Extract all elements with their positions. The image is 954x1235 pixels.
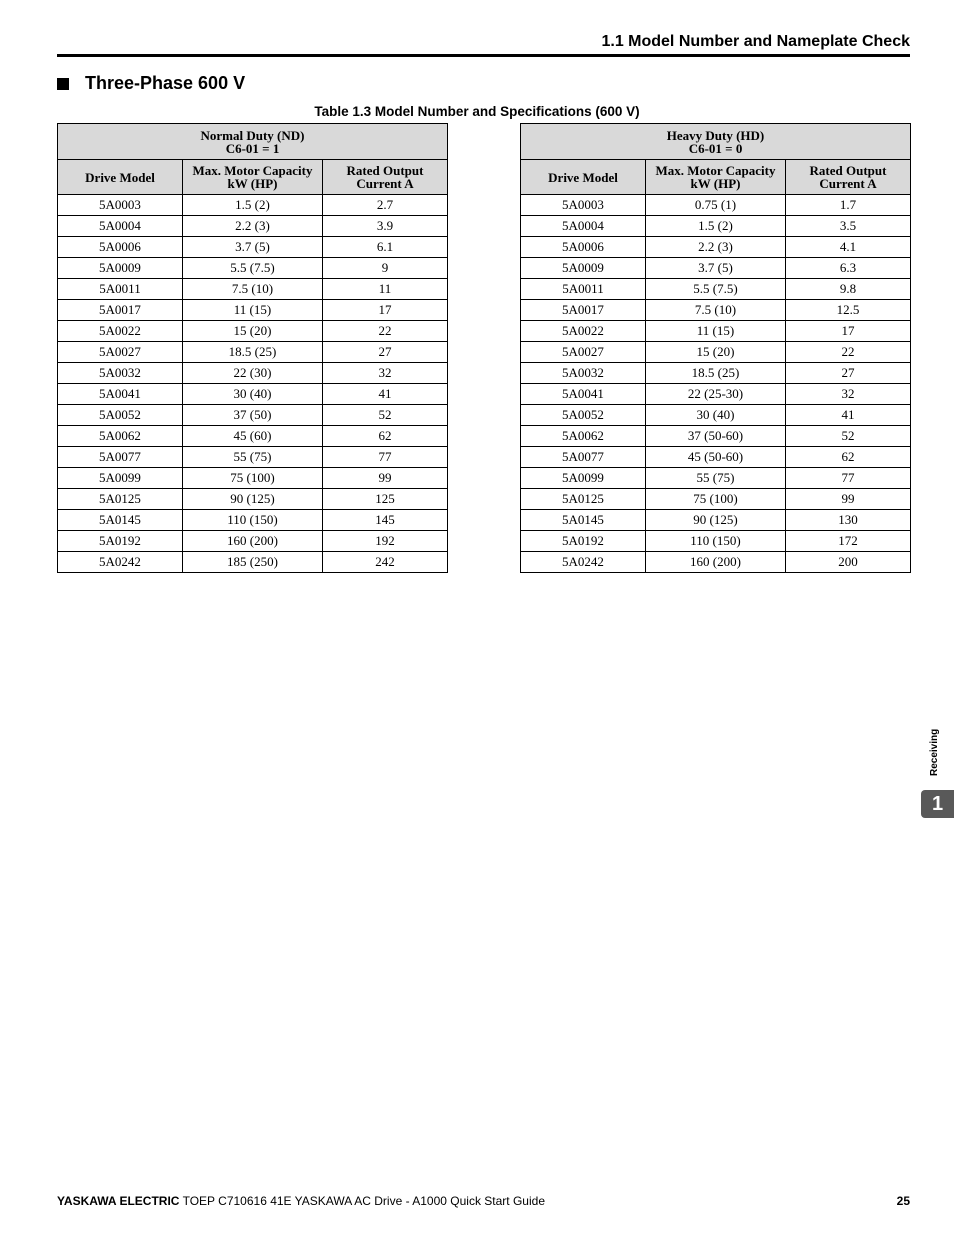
table-row [58, 468, 448, 489]
motor-capacity-cell: 22 (30) [183, 363, 323, 384]
table-row [58, 447, 448, 468]
table-row [58, 531, 448, 552]
motor-capacity-cell: 37 (50-60) [646, 426, 786, 447]
motor-capacity-cell: 185 (250) [183, 552, 323, 573]
motor-capacity-cell: 18.5 (25) [646, 363, 786, 384]
motor-capacity-cell: 30 (40) [183, 384, 323, 405]
drive-model-cell: 5A0009 [521, 258, 646, 279]
column-header-drive-model: Drive Model [521, 160, 646, 195]
drive-model-cell: 5A0004 [521, 216, 646, 237]
rated-current-cell: 52 [786, 426, 911, 447]
rated-current-cell: 41 [786, 405, 911, 426]
group-parameter: C6-01 = 1 [225, 140, 280, 156]
motor-capacity-cell: 90 (125) [183, 489, 323, 510]
footer-brand: YASKAWA ELECTRIC [57, 1194, 180, 1208]
drive-model-cell: 5A0006 [521, 237, 646, 258]
motor-capacity-cell: 18.5 (25) [183, 342, 323, 363]
drive-model-cell: 5A0052 [521, 405, 646, 426]
drive-model-cell: 5A0022 [521, 321, 646, 342]
rated-current-cell: 99 [786, 489, 911, 510]
rated-current-cell: 77 [323, 447, 448, 468]
column-header-line: Max. Motor Capacity [192, 163, 313, 178]
normal-duty-table [57, 123, 448, 573]
drive-model-cell: 5A0009 [58, 258, 183, 279]
motor-capacity-cell: 22 (25-30) [646, 384, 786, 405]
rated-current-cell: 192 [323, 531, 448, 552]
column-header-rated-current [323, 160, 448, 195]
motor-capacity-cell: 45 (60) [183, 426, 323, 447]
drive-model-cell: 5A0041 [521, 384, 646, 405]
rated-current-cell: 11 [323, 279, 448, 300]
column-header-line: Rated Output [809, 163, 887, 178]
motor-capacity-cell: 90 (125) [646, 510, 786, 531]
rated-current-cell: 27 [323, 342, 448, 363]
table-row [521, 216, 911, 237]
rated-current-cell: 6.3 [786, 258, 911, 279]
table-row [521, 195, 911, 216]
rated-current-cell: 172 [786, 531, 911, 552]
table-body [521, 195, 911, 573]
table-row [521, 258, 911, 279]
side-tab-label: Receiving [929, 728, 940, 776]
column-header-line: Current A [819, 176, 877, 191]
table-row [58, 216, 448, 237]
rated-current-cell: 9.8 [786, 279, 911, 300]
section-heading-text: Three-Phase 600 V [85, 73, 246, 93]
table-row [58, 342, 448, 363]
chapter-tab: 1 [921, 790, 954, 818]
motor-capacity-cell: 160 (200) [646, 552, 786, 573]
rated-current-cell: 62 [786, 447, 911, 468]
drive-model-cell: 5A0041 [58, 384, 183, 405]
rated-current-cell: 1.7 [786, 195, 911, 216]
table-group-header [58, 124, 448, 160]
motor-capacity-cell: 160 (200) [183, 531, 323, 552]
table-row [58, 237, 448, 258]
drive-model-cell: 5A0032 [58, 363, 183, 384]
column-header-line: Max. Motor Capacity [655, 163, 776, 178]
motor-capacity-cell: 2.2 (3) [183, 216, 323, 237]
table-row [58, 321, 448, 342]
column-header-drive-model: Drive Model [58, 160, 183, 195]
motor-capacity-cell: 110 (150) [646, 531, 786, 552]
drive-model-cell: 5A0022 [58, 321, 183, 342]
table-body [58, 195, 448, 573]
motor-capacity-cell: 11 (15) [646, 321, 786, 342]
motor-capacity-cell: 55 (75) [183, 447, 323, 468]
rated-current-cell: 145 [323, 510, 448, 531]
drive-model-cell: 5A0017 [58, 300, 183, 321]
motor-capacity-cell: 75 (100) [183, 468, 323, 489]
rated-current-cell: 99 [323, 468, 448, 489]
group-title: Heavy Duty (HD) [666, 127, 765, 143]
column-header-line: Rated Output [346, 163, 424, 178]
table-row [521, 405, 911, 426]
motor-capacity-cell: 5.5 (7.5) [183, 258, 323, 279]
table-row [521, 447, 911, 468]
column-header-rated-current [786, 160, 911, 195]
rated-current-cell: 27 [786, 363, 911, 384]
motor-capacity-cell: 11 (15) [183, 300, 323, 321]
drive-model-cell: 5A0099 [58, 468, 183, 489]
heavy-duty-table [520, 123, 911, 573]
table-row [521, 321, 911, 342]
rated-current-cell: 17 [323, 300, 448, 321]
table-row [58, 363, 448, 384]
rated-current-cell: 125 [323, 489, 448, 510]
drive-model-cell: 5A0099 [521, 468, 646, 489]
table-row [521, 426, 911, 447]
rated-current-cell: 6.1 [323, 237, 448, 258]
drive-model-cell: 5A0027 [58, 342, 183, 363]
motor-capacity-cell: 1.5 (2) [646, 216, 786, 237]
section-heading [57, 73, 245, 94]
rated-current-cell: 22 [323, 321, 448, 342]
table-row [521, 300, 911, 321]
motor-capacity-cell: 15 (20) [646, 342, 786, 363]
drive-model-cell: 5A0145 [58, 510, 183, 531]
drive-model-cell: 5A0011 [58, 279, 183, 300]
table-row [58, 426, 448, 447]
drive-model-cell: 5A0125 [58, 489, 183, 510]
drive-model-cell: 5A0145 [521, 510, 646, 531]
motor-capacity-cell: 15 (20) [183, 321, 323, 342]
rated-current-cell: 3.5 [786, 216, 911, 237]
drive-model-cell: 5A0062 [521, 426, 646, 447]
rated-current-cell: 41 [323, 384, 448, 405]
motor-capacity-cell: 0.75 (1) [646, 195, 786, 216]
motor-capacity-cell: 37 (50) [183, 405, 323, 426]
table-row [521, 489, 911, 510]
column-header-motor-capacity [646, 160, 786, 195]
table-row [521, 342, 911, 363]
page-number: 25 [896, 1194, 910, 1208]
rated-current-cell: 17 [786, 321, 911, 342]
table-row [521, 384, 911, 405]
drive-model-cell: 5A0027 [521, 342, 646, 363]
motor-capacity-cell: 5.5 (7.5) [646, 279, 786, 300]
page-header-title: 1.1 Model Number and Nameplate Check [601, 33, 910, 50]
drive-model-cell: 5A0242 [58, 552, 183, 573]
table-row [58, 195, 448, 216]
table-caption: Table 1.3 Model Number and Specifications (600 V) [314, 104, 640, 119]
rated-current-cell: 242 [323, 552, 448, 573]
table-row [58, 258, 448, 279]
column-header-line: Current A [356, 176, 414, 191]
drive-model-cell: 5A0011 [521, 279, 646, 300]
motor-capacity-cell: 45 (50-60) [646, 447, 786, 468]
table-row [58, 510, 448, 531]
table-row [521, 279, 911, 300]
table-row [521, 531, 911, 552]
motor-capacity-cell: 30 (40) [646, 405, 786, 426]
table-row [521, 510, 911, 531]
drive-model-cell: 5A0242 [521, 552, 646, 573]
rated-current-cell: 3.9 [323, 216, 448, 237]
rated-current-cell: 32 [786, 384, 911, 405]
motor-capacity-cell: 1.5 (2) [183, 195, 323, 216]
group-parameter: C6-01 = 0 [688, 140, 743, 156]
drive-model-cell: 5A0003 [521, 195, 646, 216]
table-row [58, 300, 448, 321]
rated-current-cell: 4.1 [786, 237, 911, 258]
column-header-line: kW (HP) [690, 176, 741, 191]
motor-capacity-cell: 110 (150) [183, 510, 323, 531]
rated-current-cell: 22 [786, 342, 911, 363]
drive-model-cell: 5A0003 [58, 195, 183, 216]
motor-capacity-cell: 75 (100) [646, 489, 786, 510]
footer-doc-title: TOEP C710616 41E YASKAWA AC Drive - A1000 Quick Start Guide [179, 1194, 545, 1208]
column-header-line: kW (HP) [227, 176, 278, 191]
rated-current-cell: 77 [786, 468, 911, 489]
drive-model-cell: 5A0004 [58, 216, 183, 237]
motor-capacity-cell: 3.7 (5) [646, 258, 786, 279]
table-row [58, 384, 448, 405]
page-footer [57, 1194, 910, 1208]
table-row [521, 552, 911, 573]
group-title: Normal Duty (ND) [200, 127, 305, 143]
table-row [58, 489, 448, 510]
drive-model-cell: 5A0032 [521, 363, 646, 384]
motor-capacity-cell: 3.7 (5) [183, 237, 323, 258]
table-row [521, 363, 911, 384]
motor-capacity-cell: 7.5 (10) [646, 300, 786, 321]
rated-current-cell: 12.5 [786, 300, 911, 321]
drive-model-cell: 5A0192 [521, 531, 646, 552]
header-rule [57, 54, 910, 57]
motor-capacity-cell: 7.5 (10) [183, 279, 323, 300]
table-group-header [521, 124, 911, 160]
rated-current-cell: 130 [786, 510, 911, 531]
rated-current-cell: 9 [323, 258, 448, 279]
rated-current-cell: 200 [786, 552, 911, 573]
drive-model-cell: 5A0077 [521, 447, 646, 468]
drive-model-cell: 5A0062 [58, 426, 183, 447]
column-header-motor-capacity [183, 160, 323, 195]
table-row [58, 552, 448, 573]
table-row [521, 237, 911, 258]
motor-capacity-cell: 2.2 (3) [646, 237, 786, 258]
drive-model-cell: 5A0052 [58, 405, 183, 426]
rated-current-cell: 52 [323, 405, 448, 426]
drive-model-cell: 5A0192 [58, 531, 183, 552]
drive-model-cell: 5A0125 [521, 489, 646, 510]
rated-current-cell: 62 [323, 426, 448, 447]
table-row [58, 279, 448, 300]
rated-current-cell: 2.7 [323, 195, 448, 216]
table-row [521, 468, 911, 489]
rated-current-cell: 32 [323, 363, 448, 384]
drive-model-cell: 5A0077 [58, 447, 183, 468]
drive-model-cell: 5A0017 [521, 300, 646, 321]
drive-model-cell: 5A0006 [58, 237, 183, 258]
square-bullet-icon [57, 78, 69, 90]
table-row [58, 405, 448, 426]
motor-capacity-cell: 55 (75) [646, 468, 786, 489]
